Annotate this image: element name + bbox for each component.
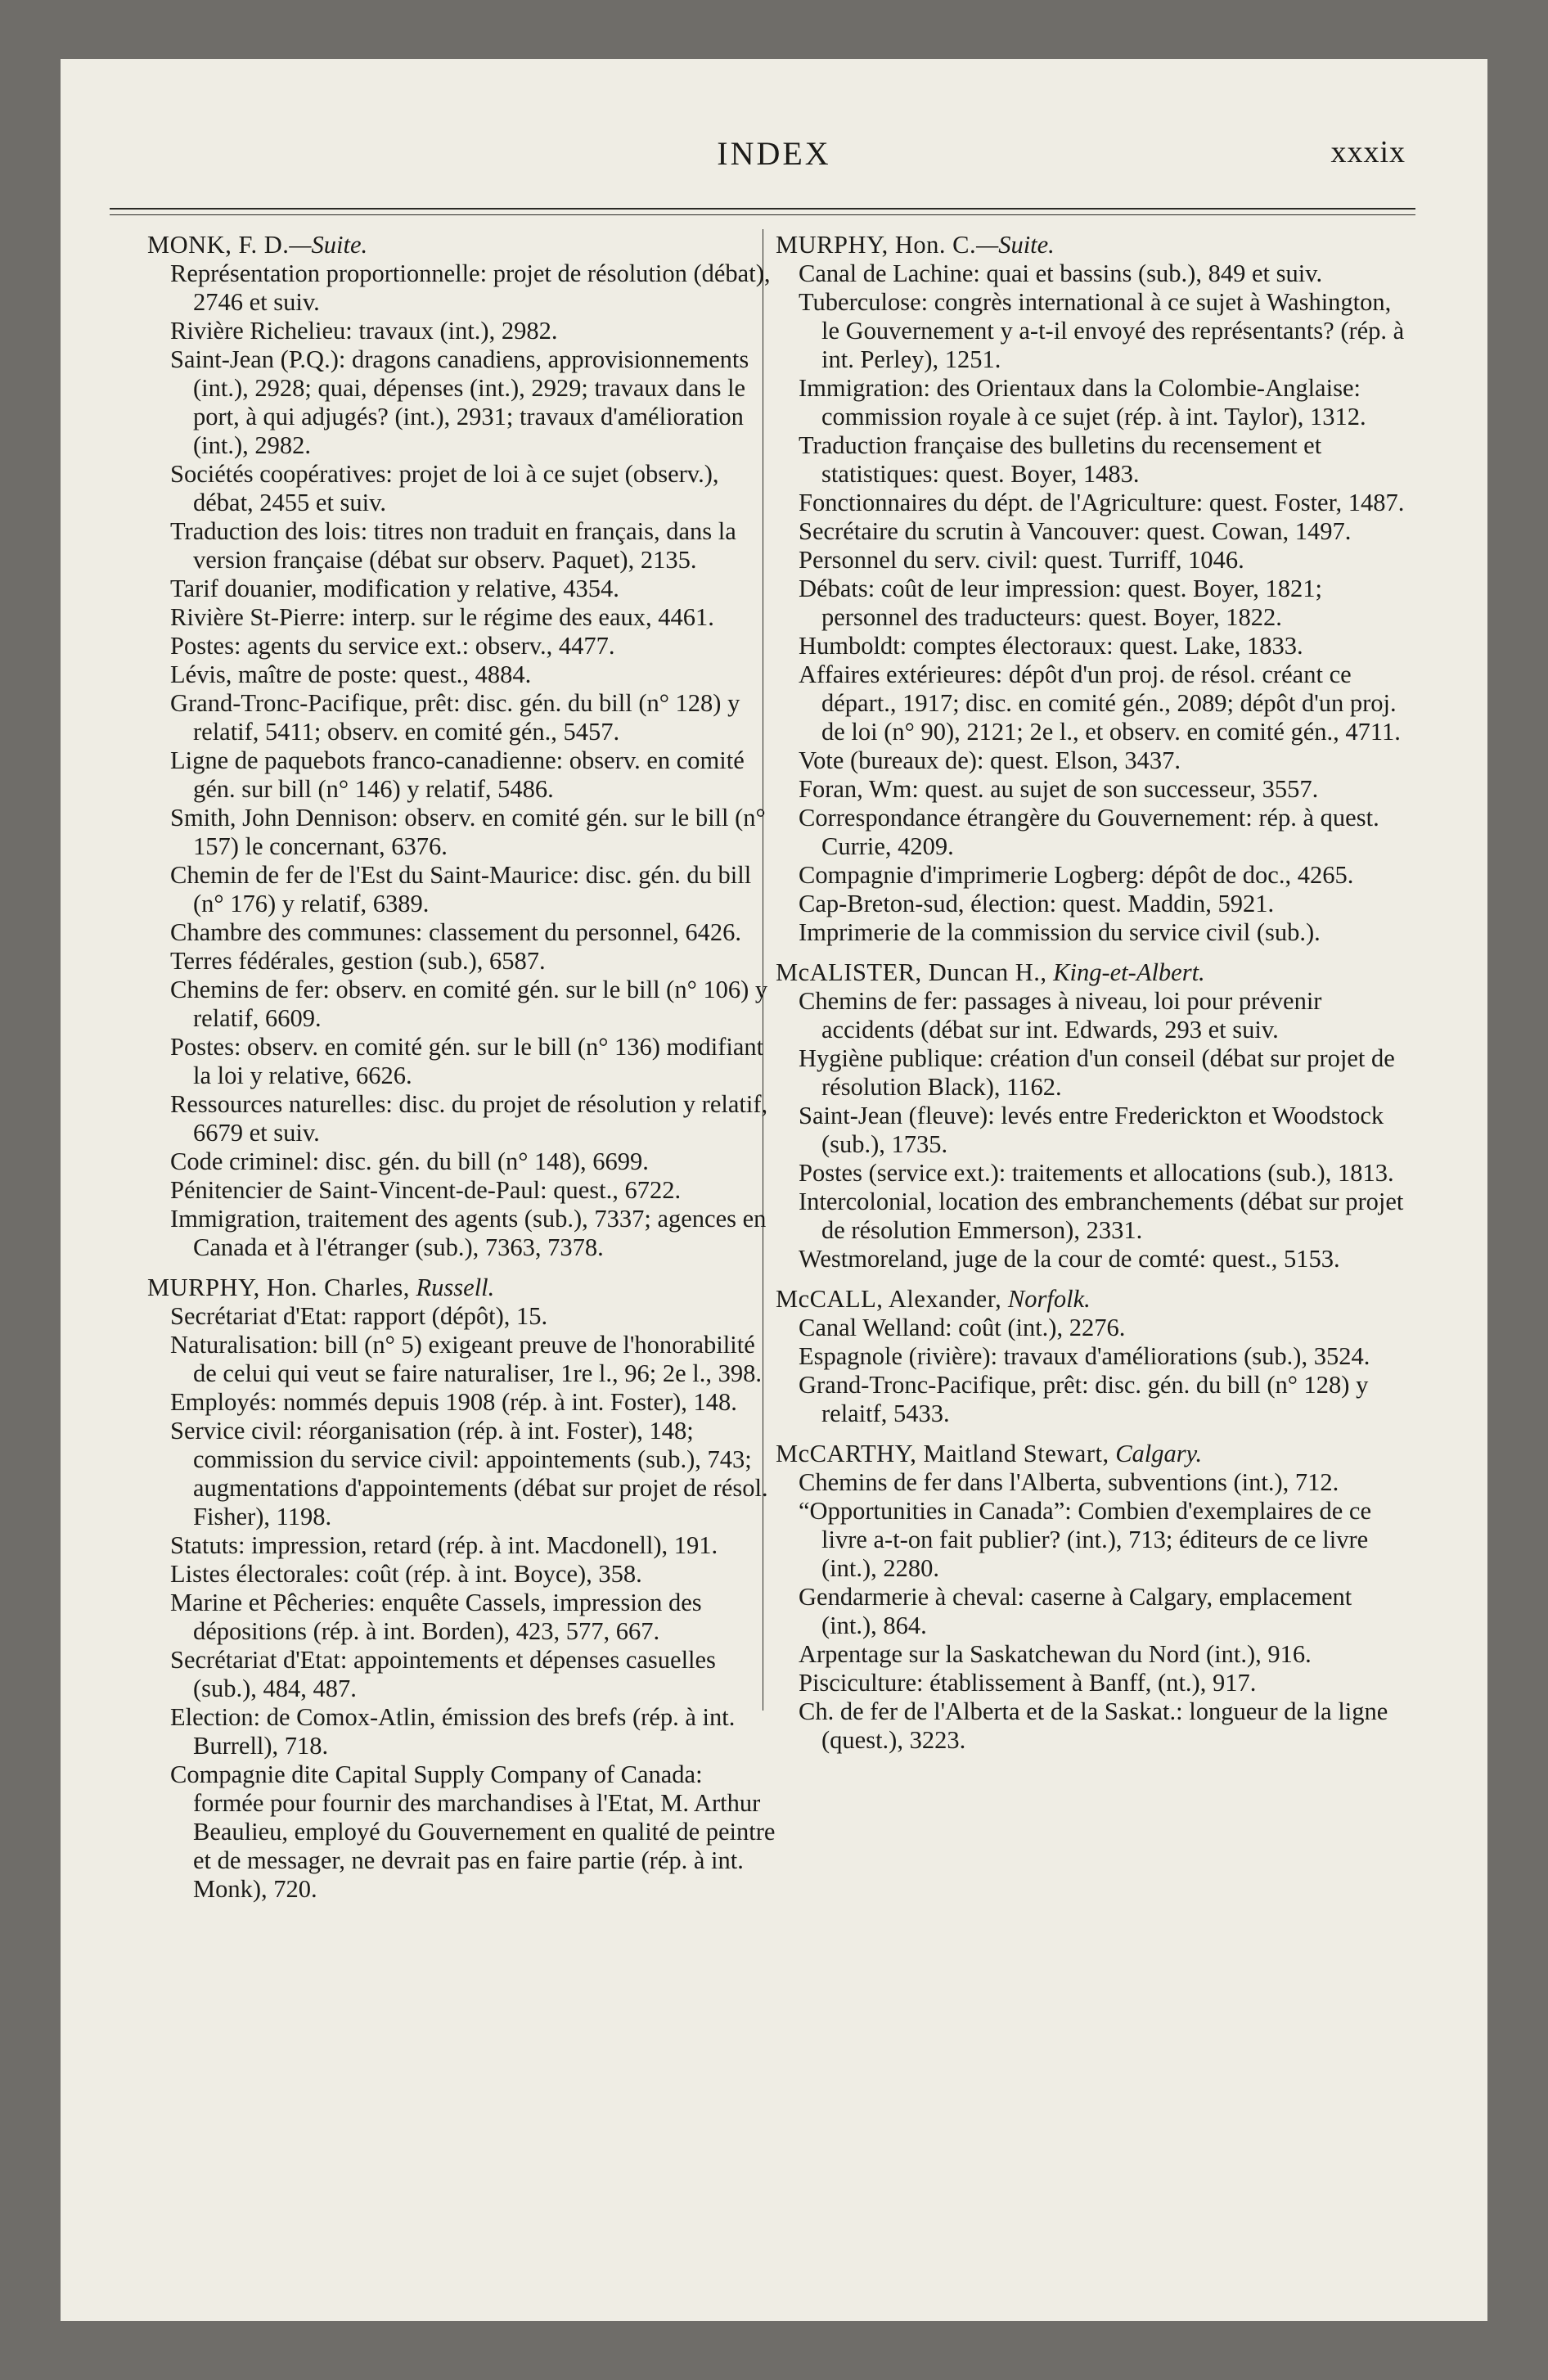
index-subentry: Terres fédérales, gestion (sub.), 6587. bbox=[170, 947, 546, 975]
index-entry bbox=[147, 231, 777, 1262]
entry-riding: Calgary. bbox=[1115, 1440, 1203, 1467]
left-column bbox=[147, 231, 777, 2272]
index-subentry: Personnel du serv. civil: quest. Turriff, 1046. bbox=[799, 546, 1244, 574]
index-subentry: Vote (bureaux de): quest. Elson, 3437. bbox=[799, 746, 1181, 774]
index-subentry: Tarif douanier, modification y relative, 4354. bbox=[170, 575, 619, 602]
index-subentry: Saint-Jean (P.Q.): dragons canadiens, approvisionnements (int.), 2928; quai, dépenses (int.), 2929; travaux dans le port, à qui adjugés? (int.), 2931; travaux d'amélioration (int.), 2982. bbox=[170, 345, 749, 459]
entry-name: McCALL, Alexander, bbox=[776, 1285, 1002, 1313]
index-subentry: Traduction française des bulletins du recensement et statistiques: quest. Boyer, 1483. bbox=[799, 431, 1322, 488]
index-subentry: Saint-Jean (fleuve): levés entre Frederickton et Woodstock (sub.), 1735. bbox=[799, 1102, 1384, 1158]
index-entry bbox=[776, 1440, 1406, 1755]
index-entry bbox=[147, 1273, 777, 1904]
index-subentry: Fonctionnaires du dépt. de l'Agriculture: quest. Foster, 1487. bbox=[799, 489, 1405, 516]
index-subentry: Rivière St-Pierre: interp. sur le régime des eaux, 4461. bbox=[170, 603, 714, 631]
entry-name: McALISTER, Duncan H., bbox=[776, 958, 1047, 986]
index-subentry: Rivière Richelieu: travaux (int.), 2982. bbox=[170, 317, 558, 345]
index-subentry: Débats: coût de leur impression: quest. Boyer, 1821; personnel des traducteurs: quest. Boyer, 1822. bbox=[799, 575, 1323, 631]
index-entry bbox=[776, 231, 1406, 947]
index-subentry: Smith, John Dennison: observ. en comité gén. sur le bill (n° 157) le concernant, 6376. bbox=[170, 804, 766, 860]
index-subentry: Pisciculture: établissement à Banff, (nt.), 917. bbox=[799, 1669, 1257, 1697]
entry-heading bbox=[147, 231, 777, 259]
index-subentry: Correspondance étrangère du Gouvernement: rép. à quest. Currie, 4209. bbox=[799, 804, 1379, 860]
index-subentry: Immigration: des Orientaux dans la Colombie-Anglaise: commission royale à ce sujet (rép. à int. Taylor), 1312. bbox=[799, 374, 1366, 430]
header-rule bbox=[110, 208, 1415, 210]
index-subentry: Cap-Breton-sud, élection: quest. Maddin, 5921. bbox=[799, 890, 1275, 917]
index-subentry: Tuberculose: congrès international à ce sujet à Washington, le Gouvernement y a-t-il envoyé des représentants? (rép. à int. Perley), 1251. bbox=[799, 288, 1405, 373]
index-subentry: Compagnie dite Capital Supply Company of Canada: formée pour fournir des marchandises à l'Etat, M. Arthur Beaulieu, employé du Gouvernement en qualité de peintre et de messager, ne devrait pas en faire partie (rép. à int. Monk), 720. bbox=[170, 1760, 776, 1903]
index-subentry: Chemins de fer: passages à niveau, loi pour prévenir accidents (débat sur int. Edwards, 293 et suiv. bbox=[799, 987, 1322, 1044]
index-entry bbox=[776, 1285, 1406, 1428]
page-title: INDEX bbox=[717, 135, 831, 172]
index-subentry: Hygiène publique: création d'un conseil (débat sur projet de résolution Black), 1162. bbox=[799, 1044, 1395, 1101]
index-subentry: Chemins de fer: observ. en comité gén. sur le bill (n° 106) y relatif, 6609. bbox=[170, 976, 768, 1032]
index-subentry: Immigration, traitement des agents (sub.), 7337; agences en Canada et à l'étranger (sub.), 7363, 7378. bbox=[170, 1205, 767, 1261]
entry-name: MURPHY, Hon. C. bbox=[776, 231, 977, 259]
index-subentry: Intercolonial, location des embranchements (débat sur projet de résolution Emmerson), 2331. bbox=[799, 1188, 1404, 1244]
index-entry bbox=[776, 958, 1406, 1273]
page-sheet bbox=[61, 59, 1487, 2321]
index-subentry: Service civil: réorganisation (rép. à int. Foster), 148; commission du service civil: appointements (sub.), 743; augmentations d'appointements (débat sur projet de résol. Fisher), 1198. bbox=[170, 1417, 768, 1530]
index-subentry: Postes (service ext.): traitements et allocations (sub.), 1813. bbox=[799, 1159, 1394, 1187]
index-subentry: Statuts: impression, retard (rép. à int. Macdonell), 191. bbox=[170, 1531, 718, 1559]
index-subentry: Imprimerie de la commission du service civil (sub.). bbox=[799, 918, 1321, 946]
index-subentry: Chemin de fer de l'Est du Saint-Maurice: disc. gén. du bill (n° 176) y relatif, 6389. bbox=[170, 861, 752, 917]
entry-heading bbox=[776, 231, 1406, 259]
index-subentry: Sociétés coopératives: projet de loi à ce sujet (observ.), débat, 2455 et suiv. bbox=[170, 460, 719, 516]
index-subentry: Foran, Wm: quest. au sujet de son successeur, 3557. bbox=[799, 775, 1319, 803]
entry-riding: Norfolk. bbox=[1007, 1285, 1091, 1313]
entry-riding: Russell. bbox=[416, 1273, 495, 1301]
index-subentry: Marine et Pêcheries: enquête Cassels, impression des dépositions (rép. à int. Borden), 423, 577, 667. bbox=[170, 1589, 702, 1645]
index-subentry: Ressources naturelles: disc. du projet de résolution y relatif, 6679 et suiv. bbox=[170, 1090, 768, 1147]
index-subentry: Pénitencier de Saint-Vincent-de-Paul: quest., 6722. bbox=[170, 1176, 682, 1204]
index-subentry: Naturalisation: bill (n° 5) exigeant preuve de l'honorabilité de celui qui veut se faire naturaliser, 1re l., 96; 2e l., 398. bbox=[170, 1331, 762, 1387]
index-subentry: “Opportunities in Canada”: Combien d'exemplaires de ce livre a-t-on fait publier? (int.), 713; éditeurs de ce livre (int.), 2280. bbox=[799, 1497, 1371, 1582]
entry-name: McCARTHY, Maitland Stewart, bbox=[776, 1440, 1109, 1467]
right-column bbox=[776, 231, 1406, 2272]
entry-heading bbox=[147, 1273, 777, 1302]
index-subentry: Chemins de fer dans l'Alberta, subventions (int.), 712. bbox=[799, 1468, 1339, 1496]
index-subentry: Humboldt: comptes électoraux: quest. Lake, 1833. bbox=[799, 632, 1303, 660]
index-subentry: Code criminel: disc. gén. du bill (n° 148), 6699. bbox=[170, 1147, 649, 1175]
index-subentry: Postes: observ. en comité gén. sur le bill (n° 136) modifiant la loi y relative, 6626. bbox=[170, 1033, 764, 1089]
index-subentry: Traduction des lois: titres non traduit en français, dans la version française (débat sur observ. Paquet), 2135. bbox=[170, 517, 736, 574]
index-subentry: Canal de Lachine: quai et bassins (sub.), 849 et suiv. bbox=[799, 259, 1323, 287]
entry-suite: —Suite. bbox=[289, 231, 368, 259]
index-subentry: Gendarmerie à cheval: caserne à Calgary, emplacement (int.), 864. bbox=[799, 1583, 1352, 1639]
index-subentry: Employés: nommés depuis 1908 (rép. à int. Foster), 148. bbox=[170, 1388, 737, 1416]
index-subentry: Ligne de paquebots franco-canadienne: observ. en comité gén. sur bill (n° 146) y relatif, 5486. bbox=[170, 746, 745, 803]
index-subentry: Postes: agents du service ext.: observ., 4477. bbox=[170, 632, 615, 660]
index-subentry: Représentation proportionnelle: projet de résolution (débat), 2746 et suiv. bbox=[170, 259, 771, 316]
index-subentry: Westmoreland, juge de la cour de comté: quest., 5153. bbox=[799, 1245, 1340, 1273]
index-subentry: Election: de Comox-Atlin, émission des brefs (rép. à int. Burrell), 718. bbox=[170, 1703, 736, 1760]
page-number: xxxix bbox=[1330, 135, 1406, 169]
index-subentry: Espagnole (rivière): travaux d'améliorations (sub.), 3524. bbox=[799, 1342, 1370, 1370]
index-subentry: Arpentage sur la Saskatchewan du Nord (int.), 916. bbox=[799, 1640, 1312, 1668]
entry-suite: —Suite. bbox=[976, 231, 1055, 259]
index-subentry: Secrétariat d'Etat: rapport (dépôt), 15. bbox=[170, 1302, 548, 1330]
index-subentry: Ch. de fer de l'Alberta et de la Saskat.: longueur de la ligne (quest.), 3223. bbox=[799, 1697, 1388, 1754]
index-subentry: Grand-Tronc-Pacifique, prêt: disc. gén. du bill (n° 128) y relatif, 5411; observ. en comité gén., 5457. bbox=[170, 689, 740, 746]
entry-heading bbox=[776, 1285, 1406, 1314]
index-subentry: Secrétaire du scrutin à Vancouver: quest. Cowan, 1497. bbox=[799, 517, 1352, 545]
index-subentry: Canal Welland: coût (int.), 2276. bbox=[799, 1314, 1126, 1341]
index-subentry: Lévis, maître de poste: quest., 4884. bbox=[170, 660, 532, 688]
index-subentry: Grand-Tronc-Pacifique, prêt: disc. gén. du bill (n° 128) y relaitf, 5433. bbox=[799, 1371, 1369, 1427]
entry-name: MONK, F. D. bbox=[147, 231, 290, 259]
entry-riding: King-et-Albert. bbox=[1053, 958, 1205, 986]
entry-heading bbox=[776, 1440, 1406, 1468]
page-header bbox=[61, 134, 1487, 183]
index-subentry: Chambre des communes: classement du personnel, 6426. bbox=[170, 918, 741, 946]
index-subentry: Listes électorales: coût (rép. à int. Boyce), 358. bbox=[170, 1560, 642, 1588]
index-subentry: Affaires extérieures: dépôt d'un proj. de résol. créant ce départ., 1917; disc. en comité gén., 2089; dépôt d'un proj. de loi (n° 90), 2121; 2e l., et observ. en comité gén., 4711. bbox=[799, 660, 1401, 746]
index-subentry: Secrétariat d'Etat: appointements et dépenses casuelles (sub.), 484, 487. bbox=[170, 1646, 716, 1702]
index-subentry: Compagnie d'imprimerie Logberg: dépôt de doc., 4265. bbox=[799, 861, 1354, 889]
entry-heading bbox=[776, 958, 1406, 987]
header-rule-thin bbox=[110, 214, 1415, 215]
entry-name: MURPHY, Hon. Charles, bbox=[147, 1273, 410, 1301]
